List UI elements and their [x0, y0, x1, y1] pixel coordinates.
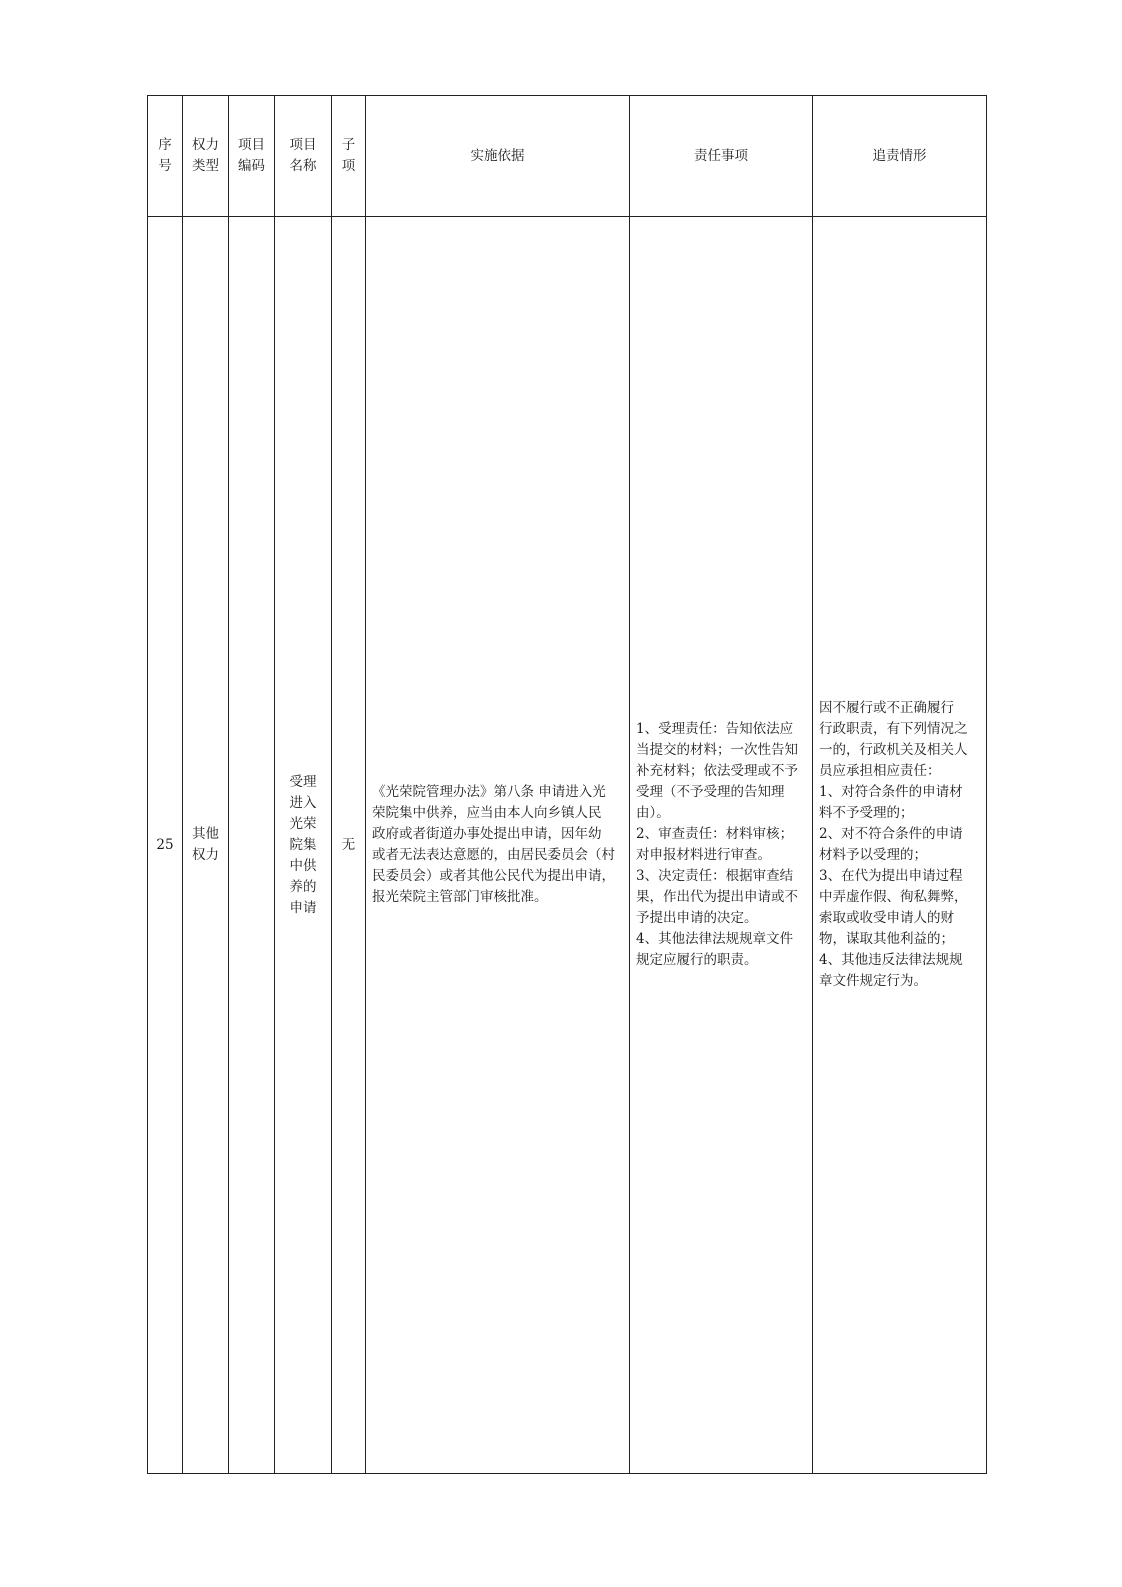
basis-line: 或者无法表达意愿的，由居民委员会（村 — [372, 847, 615, 863]
header-basis: 实施依据 — [366, 96, 630, 217]
header-sub-item: 子 项 — [332, 96, 366, 217]
accountability-line: 3、在代为提出申请过程 — [819, 868, 963, 884]
accountability-text — [813, 698, 986, 992]
responsibility-line: 由）。 — [636, 805, 670, 821]
header-seq: 序 号 — [148, 96, 183, 217]
accountability-line: 因不履行或不正确履行 — [819, 700, 954, 716]
table-header-row — [148, 96, 987, 217]
accountability-line: 2、对不符合条件的申请 — [819, 826, 963, 842]
responsibility-line: 补充材料；依法受理或不予 — [636, 763, 798, 779]
accountability-line: 材料予以受理的； — [819, 847, 927, 863]
responsibility-line: 规定应履行的职责。 — [636, 952, 758, 968]
accountability-line: 料不予受理的； — [819, 805, 914, 821]
header-accountability: 追责情形 — [813, 96, 987, 217]
responsibility-line: 予提出申请的决定。 — [636, 910, 758, 926]
header-item-code: 项目 编码 — [229, 96, 275, 217]
accountability-line: 4、其他违反法律法规规 — [819, 952, 963, 968]
basis-line: 荣院集中供养，应当由本人向乡镇人民 — [372, 805, 602, 821]
cell-responsibility — [630, 217, 813, 1474]
cell-seq: 25 — [148, 217, 183, 1474]
accountability-line: 1、对符合条件的申请材 — [819, 784, 963, 800]
responsibility-line: 果，作出代为提出申请或不 — [636, 889, 798, 905]
accountability-line: 中弄虚作假、徇私舞弊， — [819, 889, 968, 905]
cell-basis — [366, 217, 630, 1474]
accountability-line: 一的，行政机关及相关人 — [819, 742, 968, 758]
responsibility-line: 受理（不予受理的告知理 — [636, 784, 785, 800]
header-power-type: 权力 类型 — [183, 96, 229, 217]
table-row — [148, 217, 987, 1474]
responsibility-line: 4、其他法律法规规章文件 — [636, 931, 794, 947]
header-responsibility: 责任事项 — [630, 96, 813, 217]
accountability-line: 章文件规定行为。 — [819, 973, 927, 989]
responsibility-line: 对申报材料进行审查。 — [636, 847, 771, 863]
cell-item-name: 受理 进入 光荣 院集 中供 养的 申请 — [275, 217, 332, 1474]
basis-line: 报光荣院主管部门审核批准。 — [372, 889, 548, 905]
accountability-line: 物，谋取其他利益的； — [819, 931, 954, 947]
cell-item-code — [229, 217, 275, 1474]
basis-line: 政府或者街道办事处提出申请，因年幼 — [372, 826, 602, 842]
responsibility-table — [147, 95, 987, 1474]
basis-text — [366, 782, 629, 908]
responsibility-line: 1、受理责任：告知依法应 — [636, 721, 794, 737]
accountability-line: 行政职责，有下列情况之 — [819, 721, 968, 737]
basis-line: 《光荣院管理办法》第八条 申请进入光 — [372, 784, 606, 800]
basis-line: 民委员会）或者其他公民代为提出申请， — [372, 868, 615, 884]
accountability-line: 索取或收受申请人的财 — [819, 910, 954, 926]
responsibility-line: 3、决定责任：根据审查结 — [636, 868, 794, 884]
accountability-line: 员应承担相应责任： — [819, 763, 941, 779]
responsibility-text — [630, 719, 812, 971]
responsibility-line: 当提交的材料；一次性告知 — [636, 742, 798, 758]
cell-sub-item: 无 — [332, 217, 366, 1474]
cell-accountability — [813, 217, 987, 1474]
responsibility-line: 2、审查责任：材料审核； — [636, 826, 794, 842]
cell-power-type: 其他 权力 — [183, 217, 229, 1474]
header-item-name: 项目 名称 — [275, 96, 332, 217]
